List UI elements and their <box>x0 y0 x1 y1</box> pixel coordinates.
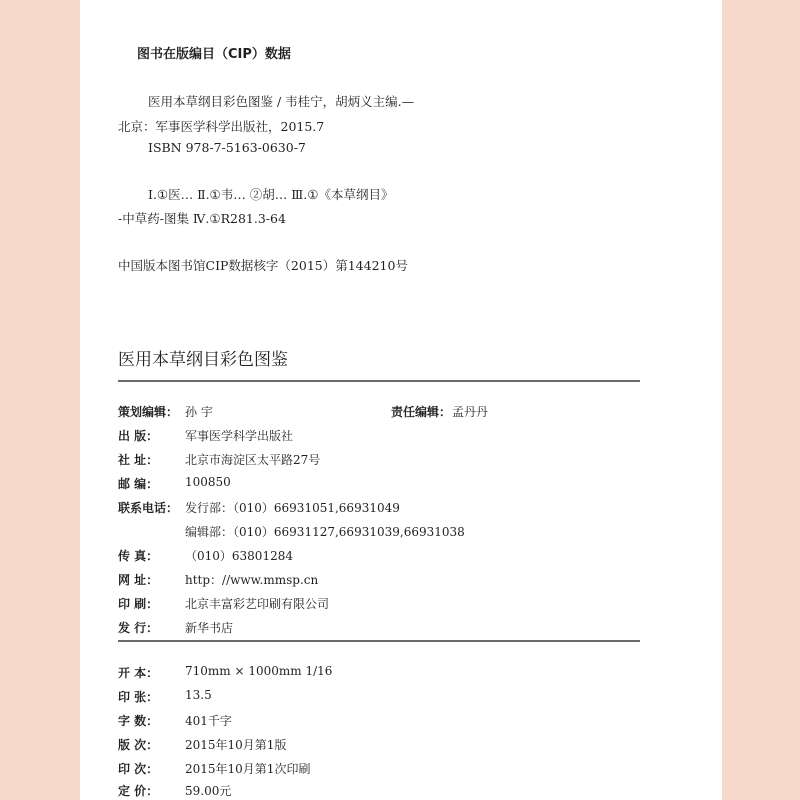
sheets-label: 印 张： <box>118 690 159 704</box>
distribution-label: 发 行： <box>118 621 159 635</box>
web-value: http：//www.mmsp.cn <box>185 573 319 587</box>
phone-line-1: 发行部：（010）66931051,66931049 <box>185 501 400 515</box>
cip-line-5: -中草药-图集 Ⅳ.①R281.3-64 <box>118 211 286 226</box>
format-value: 710mm × 1000mm 1/16 <box>185 664 333 678</box>
printing-label: 印 次： <box>118 762 159 776</box>
divider-top <box>118 380 640 382</box>
edition-value: 2015年10月第1版 <box>185 738 287 752</box>
publisher-value: 军事医学科学出版社 <box>185 429 294 443</box>
price-label: 定 价： <box>118 784 159 798</box>
copyright-page <box>80 0 722 800</box>
cip-line-3: ISBN 978-7-5163-0630-7 <box>148 140 306 155</box>
editor-value: 孟丹丹 <box>452 405 489 419</box>
words-label: 字 数： <box>118 714 159 728</box>
address-value: 北京市海淀区太平路27号 <box>185 453 321 467</box>
divider-bottom <box>118 640 640 642</box>
address-label: 社 址： <box>118 453 159 467</box>
words-value: 401千字 <box>185 714 232 728</box>
print-label: 印 刷： <box>118 597 159 611</box>
price-value: 59.00元 <box>185 784 232 798</box>
edition-label: 版 次： <box>118 738 159 752</box>
distribution-value: 新华书店 <box>185 621 234 635</box>
web-label: 网 址： <box>118 573 159 587</box>
cip-line-1: 医用本草纲目彩色图鉴 / 韦桂宁，胡炳义主编.— <box>148 94 415 109</box>
printing-value: 2015年10月第1次印刷 <box>185 762 311 776</box>
phone-label: 联系电话： <box>118 501 179 515</box>
phone-line-2: 编辑部：（010）66931127,66931039,66931038 <box>185 525 465 539</box>
postcode-label: 邮 编： <box>118 477 159 491</box>
cip-line-4: Ⅰ.①医… Ⅱ.①韦… ②胡… Ⅲ.①《本草纲目》 <box>148 187 394 202</box>
publisher-label: 出 版： <box>118 429 159 443</box>
cip-line-6: 中国版本图书馆CIP数据核字（2015）第144210号 <box>118 258 408 273</box>
sheets-value: 13.5 <box>185 688 212 702</box>
planner-label: 策划编辑： <box>118 405 179 419</box>
book-title: 医用本草纲目彩色图鉴 <box>118 350 288 370</box>
format-label: 开 本： <box>118 666 159 680</box>
planner-value: 孙 宇 <box>185 405 213 419</box>
fax-value: （010）63801284 <box>185 549 293 563</box>
editor-label: 责任编辑： <box>391 405 452 419</box>
cip-heading: 图书在版编目（CIP）数据 <box>137 47 291 62</box>
cip-line-2: 北京：军事医学科学出版社，2015.7 <box>118 119 325 134</box>
fax-label: 传 真： <box>118 549 159 563</box>
print-value: 北京丰富彩艺印刷有限公司 <box>185 597 330 611</box>
postcode-value: 100850 <box>185 475 231 489</box>
